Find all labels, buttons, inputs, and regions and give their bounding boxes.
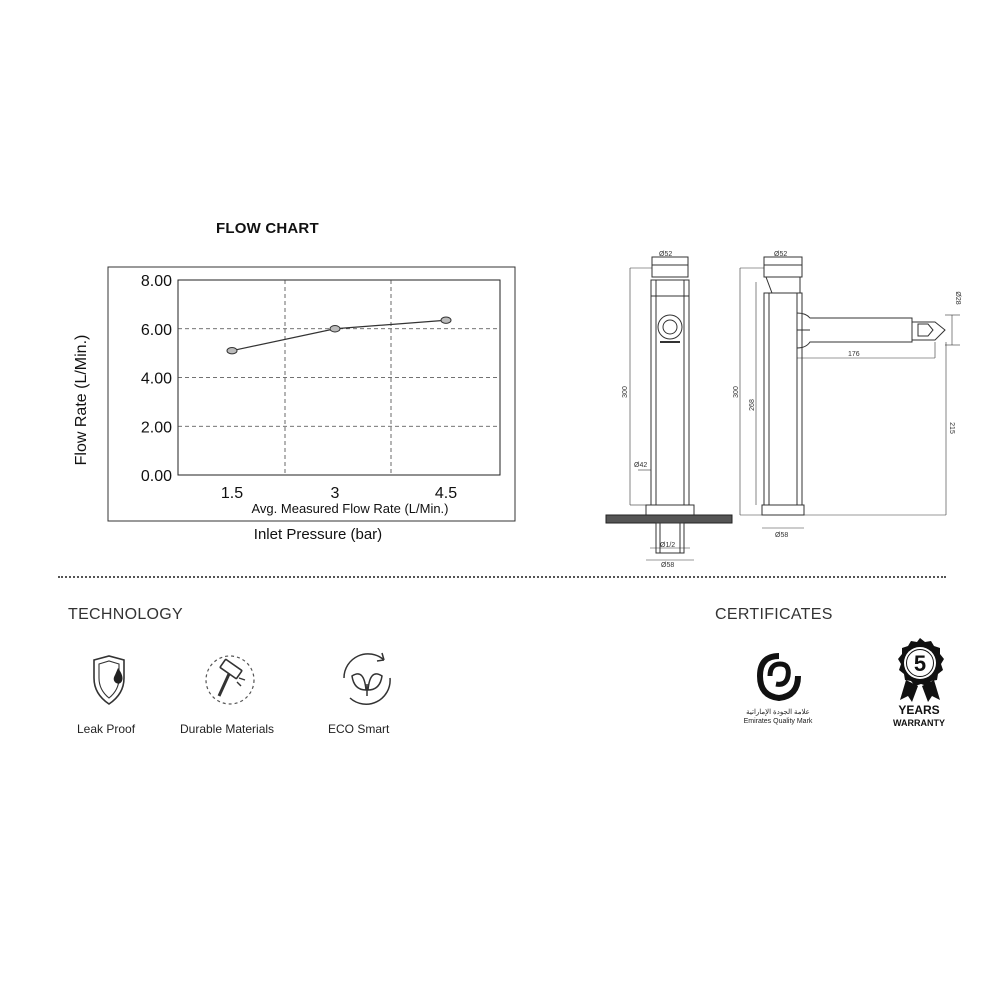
side-view-drawing — [740, 257, 960, 528]
data-series — [227, 317, 451, 354]
side-height: 300 — [733, 386, 740, 398]
front-body-diameter: Ø42 — [634, 462, 648, 469]
side-spout-length: 176 — [848, 351, 860, 358]
chart-grid — [178, 280, 500, 475]
y-tick-label: 2.00 — [140, 419, 172, 437]
series-line — [232, 320, 446, 350]
quality-mark-english: Emirates Quality Mark — [743, 718, 813, 725]
front-top-diameter: Ø52 — [659, 251, 673, 258]
x-axis-label: Inlet Pressure (bar) — [253, 526, 383, 543]
shield-drop-icon — [74, 652, 144, 712]
x-tick-label: 1.5 — [220, 485, 244, 502]
y-tick-label: 8.00 — [140, 273, 172, 290]
data-point — [227, 347, 237, 353]
feature-label-leak-proof: Leak Proof — [77, 722, 136, 736]
data-point — [441, 317, 451, 323]
side-top-diameter: Ø52 — [774, 251, 788, 258]
quality-mark-arabic: علامة الجودة الإماراتية — [746, 709, 810, 716]
section-divider — [58, 576, 946, 578]
side-base-diameter: Ø58 — [775, 532, 789, 539]
side-spout-diameter: Ø28 — [954, 291, 961, 305]
y-tick-label: 6.00 — [140, 321, 172, 339]
front-height: 300 — [622, 386, 629, 398]
side-spout-height: 215 — [948, 422, 955, 434]
leaf-icon — [332, 648, 402, 708]
side-inner-height: 268 — [749, 399, 756, 411]
warranty-word: WARRANTY — [893, 718, 945, 728]
y-axis-label: Flow Rate (L/Min.) — [73, 334, 90, 466]
y-tick-label: 0.00 — [140, 468, 172, 485]
warranty-number: 5 — [913, 651, 927, 676]
y-tick-labels — [141, 273, 172, 485]
side-view-dimensions — [733, 251, 961, 539]
chart-annotation: Avg. Measured Flow Rate (L/Min.) — [251, 501, 449, 516]
flow-chart-title: FLOW CHART — [216, 220, 319, 237]
front-base-diameter: Ø58 — [661, 562, 675, 569]
front-view-drawing — [606, 257, 732, 560]
emirates-quality-mark-icon — [746, 652, 812, 704]
hammer-icon — [197, 652, 267, 712]
y-tick-label: 4.00 — [140, 370, 172, 388]
certificates-title: CERTIFICATES — [715, 606, 833, 623]
feature-label-durable-materials: Durable Materials — [180, 722, 275, 736]
warranty-years: YEARS — [898, 703, 940, 717]
warranty-badge-icon — [890, 636, 950, 704]
data-point — [330, 326, 340, 332]
x-tick-labels — [221, 485, 457, 502]
front-thread: Ø1/2 — [660, 542, 676, 549]
x-tick-label: 4.5 — [434, 485, 458, 502]
feature-label-eco-smart: ECO Smart — [328, 722, 390, 736]
technology-title: TECHNOLOGY — [68, 606, 184, 623]
x-tick-label: 3 — [330, 485, 340, 502]
